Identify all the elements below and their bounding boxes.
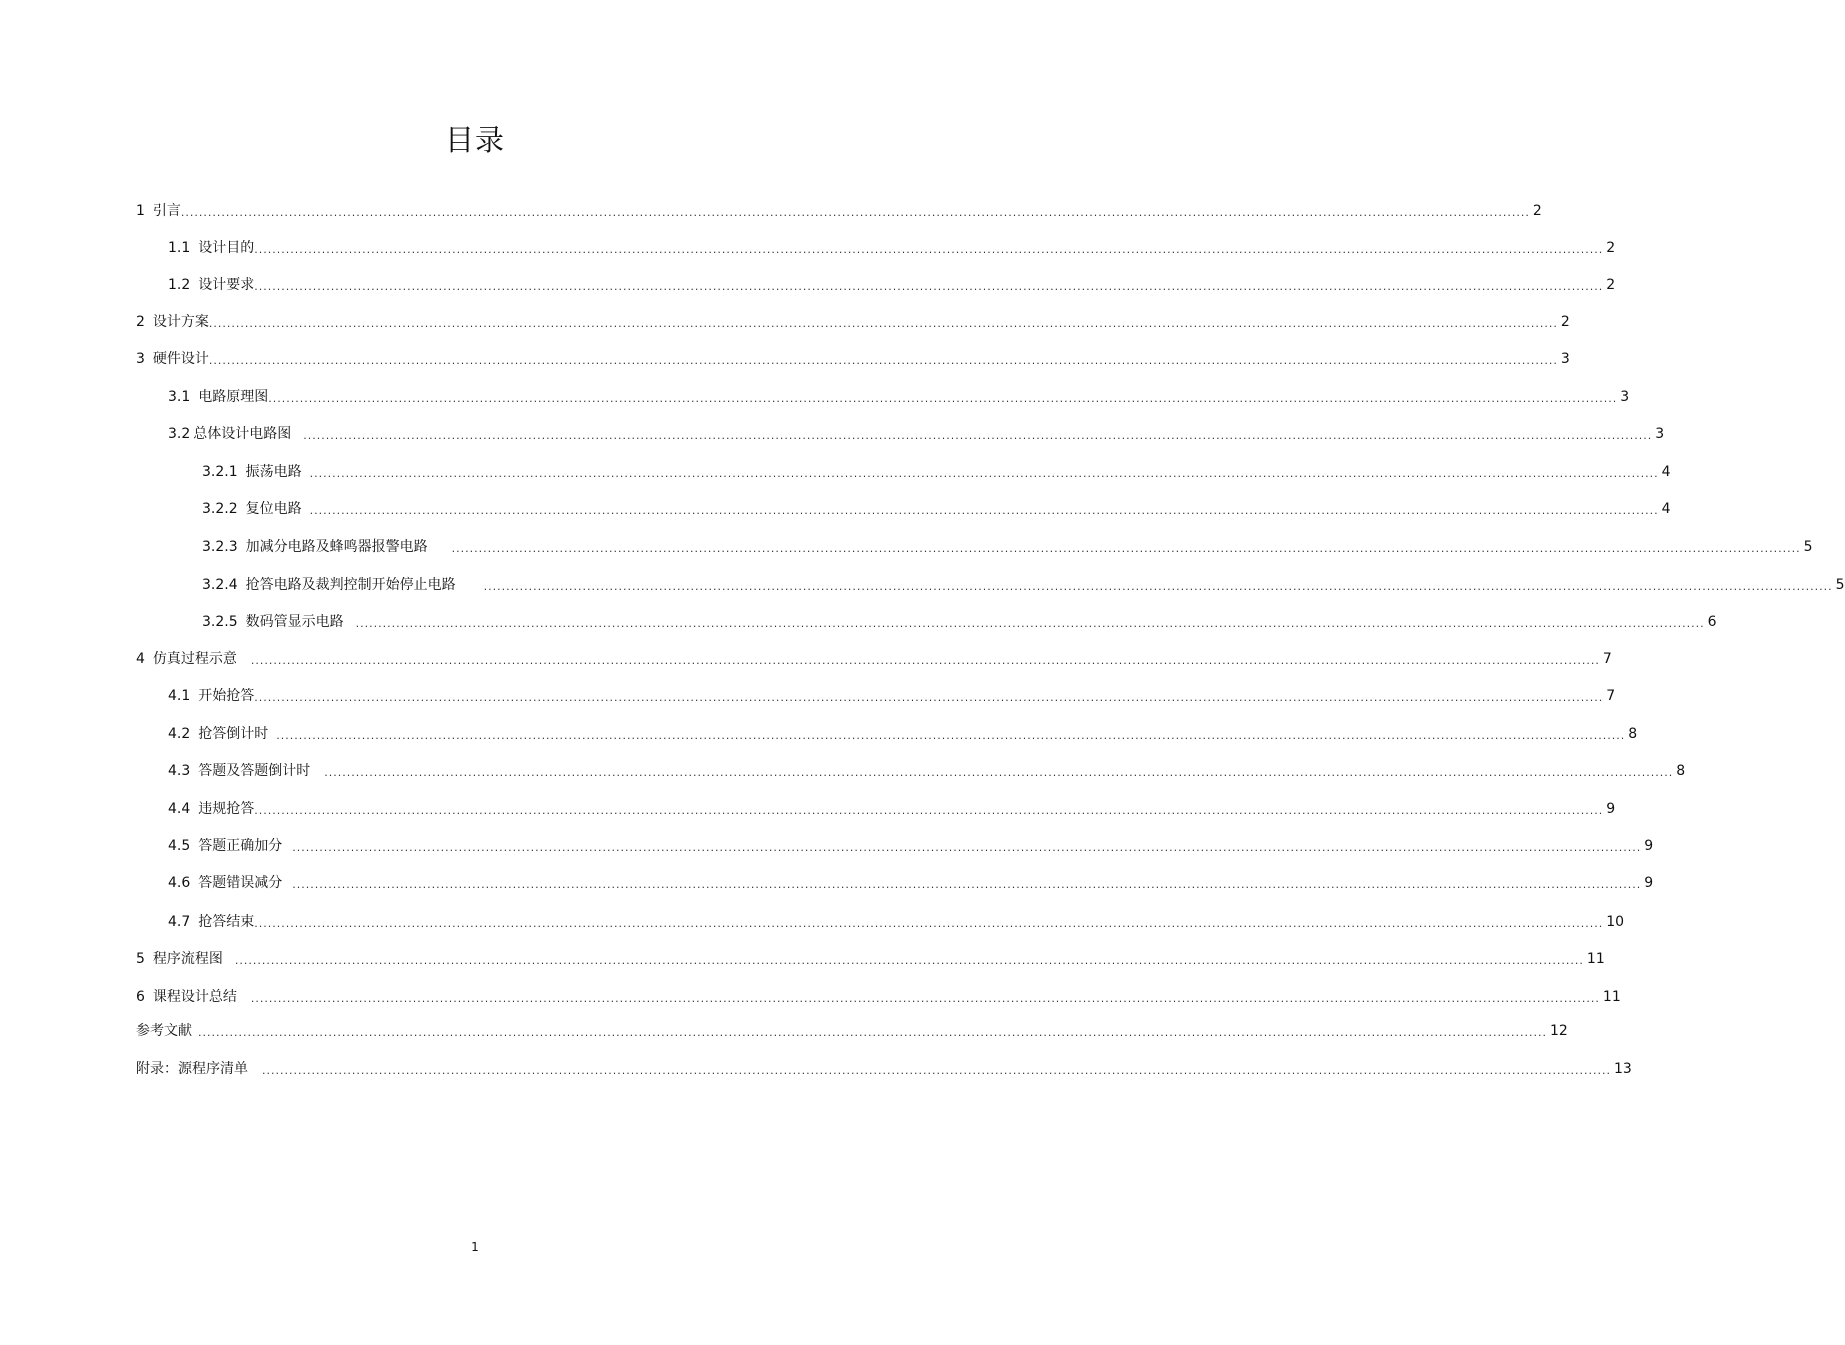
toc-entry-text: 设计目的	[198, 240, 255, 256]
toc-entry-number: 4.5	[168, 838, 191, 854]
toc-entry[interactable]	[136, 986, 1621, 1008]
toc-entry-number: 3.2	[168, 426, 191, 442]
toc-entry[interactable]	[202, 498, 1671, 520]
toc-entry-text: 答题及答题倒计时	[198, 763, 311, 779]
leader-dots: ............................................................................................................................................................................................................................................................................................................	[292, 878, 1642, 891]
toc-entry-text: 课程设计总结	[152, 989, 237, 1005]
toc-entry-number: 4	[136, 651, 145, 667]
toc-entry-text: 答题错误减分	[198, 875, 283, 891]
toc-entry-number: 4.3	[168, 763, 191, 779]
toc-entry-page: 7	[1602, 651, 1612, 667]
leader-dots: ............................................................................................................................................................................................................................................................................................................	[198, 1026, 1547, 1039]
leader-dots: ............................................................................................................................................................................................................................................................................................................	[250, 992, 1600, 1005]
toc-entry-number: 4.2	[168, 726, 191, 742]
toc-entry-number: 3.2.4	[202, 577, 238, 593]
toc-entry-text: 参考文献	[136, 1023, 192, 1039]
leader-dots: ............................................................................................................................................................................................................................................................................................................	[254, 917, 1604, 930]
toc-entry-text: 加减分电路及蜂鸣器报警电路	[245, 539, 428, 555]
toc-entry-number: 4.4	[168, 801, 191, 817]
toc-entry[interactable]	[168, 274, 1616, 296]
toc-entry[interactable]	[136, 648, 1612, 670]
toc-entry-page: 6	[1707, 614, 1717, 630]
toc-entry-number: 4.1	[168, 688, 191, 704]
toc-entry-text: 振荡电路	[245, 464, 302, 480]
leader-dots: ............................................................................................................................................................................................................................................................................................................	[292, 841, 1642, 854]
toc-entry[interactable]	[136, 200, 1542, 222]
toc-entry-text: 答题正确加分	[198, 838, 283, 854]
toc-entry-number: 1.1	[168, 240, 191, 256]
leader-dots: ............................................................................................................................................................................................................................................................................................................	[451, 542, 1801, 555]
toc-entry[interactable]	[168, 872, 1654, 894]
toc-entry-number: 6	[136, 989, 145, 1005]
toc-entry[interactable]	[202, 461, 1671, 483]
toc-entry-number: 4.7	[168, 914, 191, 930]
leader-dots: ............................................................................................................................................................................................................................................................................................................	[254, 691, 1604, 704]
toc-entry-text: 程序流程图	[152, 951, 223, 967]
toc-entry-page: 10	[1606, 914, 1625, 930]
leader-dots: ............................................................................................................................................................................................................................................................................................................	[262, 1064, 1611, 1077]
toc-entry-number: 3	[136, 351, 145, 367]
toc-entry-number: 3.2.1	[202, 464, 238, 480]
toc-entry-page: 9	[1606, 801, 1616, 817]
toc-entry-page: 3	[1655, 426, 1665, 442]
toc-entry-number: 3.2.3	[202, 539, 238, 555]
toc-entry-text: 设计要求	[198, 277, 255, 293]
toc-entry-page: 13	[1613, 1061, 1632, 1077]
toc-entry[interactable]	[136, 1020, 1568, 1042]
toc-entry[interactable]	[168, 723, 1638, 745]
toc-entry-number: 3.2.5	[202, 614, 238, 630]
toc-entry[interactable]	[168, 386, 1630, 408]
leader-dots: ............................................................................................................................................................................................................................................................................................................	[483, 580, 1833, 593]
leader-dots: ............................................................................................................................................................................................................................................................................................................	[309, 504, 1659, 517]
toc-entry-page: 5	[1803, 539, 1813, 555]
toc-entry[interactable]	[168, 760, 1686, 782]
toc-entry-text: 违规抢答	[198, 801, 255, 817]
toc-entry-page: 3	[1560, 351, 1570, 367]
toc-entry[interactable]	[202, 574, 1845, 596]
leader-dots: ............................................................................................................................................................................................................................................................................................................	[276, 729, 1626, 742]
leader-dots: ............................................................................................................................................................................................................................................................................................................	[268, 392, 1618, 405]
toc-entry-text: 电路原理图	[198, 389, 269, 405]
toc-entry-number: 4.6	[168, 875, 191, 891]
toc-entry-page: 4	[1661, 464, 1671, 480]
toc-entry-page: 2	[1532, 203, 1542, 219]
toc-entry-number: 5	[136, 951, 145, 967]
toc-entry-text: 设计方案	[152, 314, 209, 330]
toc-entry-page: 7	[1606, 688, 1616, 704]
toc-entry-text: 引言	[152, 203, 181, 219]
leader-dots: ............................................................................................................................................................................................................................................................................................................	[254, 243, 1604, 256]
toc-entry[interactable]	[136, 311, 1570, 333]
toc-entry-text: 硬件设计	[152, 351, 209, 367]
toc-entry-number: 1.2	[168, 277, 191, 293]
toc-entry-page: 8	[1628, 726, 1638, 742]
toc-entry[interactable]	[168, 685, 1616, 707]
toc-entry-page: 2	[1560, 314, 1570, 330]
toc-entry-text: 附录：源程序清单	[136, 1061, 248, 1077]
toc-entry-page: 8	[1676, 763, 1686, 779]
toc-entry-number: 3.1	[168, 389, 191, 405]
toc-entry-page: 2	[1606, 240, 1616, 256]
leader-dots: ............................................................................................................................................................................................................................................................................................................	[303, 429, 1653, 442]
leader-dots: ............................................................................................................................................................................................................................................................................................................	[355, 617, 1705, 630]
toc-entry-text: 抢答电路及裁判控制开始停止电路	[245, 577, 456, 593]
toc-entry[interactable]	[202, 536, 1813, 558]
toc-entry-number: 3.2.2	[202, 501, 238, 517]
toc-entry-text: 开始抢答	[198, 688, 255, 704]
leader-dots: ............................................................................................................................................................................................................................................................................................................	[180, 206, 1530, 219]
leader-dots: ............................................................................................................................................................................................................................................................................................................	[234, 954, 1584, 967]
toc-entry[interactable]	[168, 237, 1616, 259]
toc-entry-text: 抢答结束	[198, 914, 255, 930]
leader-dots: ............................................................................................................................................................................................................................................................................................................	[208, 354, 1558, 367]
toc-entry[interactable]	[168, 911, 1625, 933]
toc-entry[interactable]	[202, 611, 1717, 633]
toc-entry-text: 抢答倒计时	[198, 726, 269, 742]
toc-entry[interactable]	[136, 1058, 1632, 1080]
toc-entry[interactable]	[168, 835, 1654, 857]
toc-entry-page: 3	[1620, 389, 1630, 405]
toc-entry-number: 1	[136, 203, 145, 219]
toc-entry-text: 总体设计电路图	[193, 426, 292, 442]
toc-entry-text: 复位电路	[245, 501, 302, 517]
toc-entry-page: 5	[1835, 577, 1845, 593]
toc-entry-page: 11	[1602, 989, 1621, 1005]
toc-entry-page: 2	[1606, 277, 1616, 293]
toc-entry-number: 2	[136, 314, 145, 330]
toc-entry-page: 4	[1661, 501, 1671, 517]
leader-dots: ............................................................................................................................................................................................................................................................................................................	[254, 804, 1604, 817]
toc-entry[interactable]	[168, 798, 1616, 820]
toc-entry-text: 仿真过程示意	[152, 651, 237, 667]
toc-entry[interactable]	[136, 348, 1570, 370]
toc-entry-page: 12	[1549, 1023, 1568, 1039]
leader-dots: ............................................................................................................................................................................................................................................................................................................	[309, 467, 1659, 480]
page-number: 1	[471, 1240, 479, 1254]
leader-dots: ............................................................................................................................................................................................................................................................................................................	[208, 317, 1558, 330]
toc-entry[interactable]	[168, 423, 1665, 445]
toc-entry-text: 数码管显示电路	[245, 614, 344, 630]
toc-entry-page: 11	[1586, 951, 1605, 967]
toc-title: 目录	[444, 123, 505, 157]
leader-dots: ............................................................................................................................................................................................................................................................................................................	[250, 654, 1600, 667]
toc-entry-page: 9	[1644, 875, 1654, 891]
leader-dots: ............................................................................................................................................................................................................................................................................................................	[324, 766, 1674, 779]
leader-dots: ............................................................................................................................................................................................................................................................................................................	[254, 280, 1604, 293]
toc-entry-page: 9	[1644, 838, 1654, 854]
toc-entry[interactable]	[136, 948, 1605, 970]
